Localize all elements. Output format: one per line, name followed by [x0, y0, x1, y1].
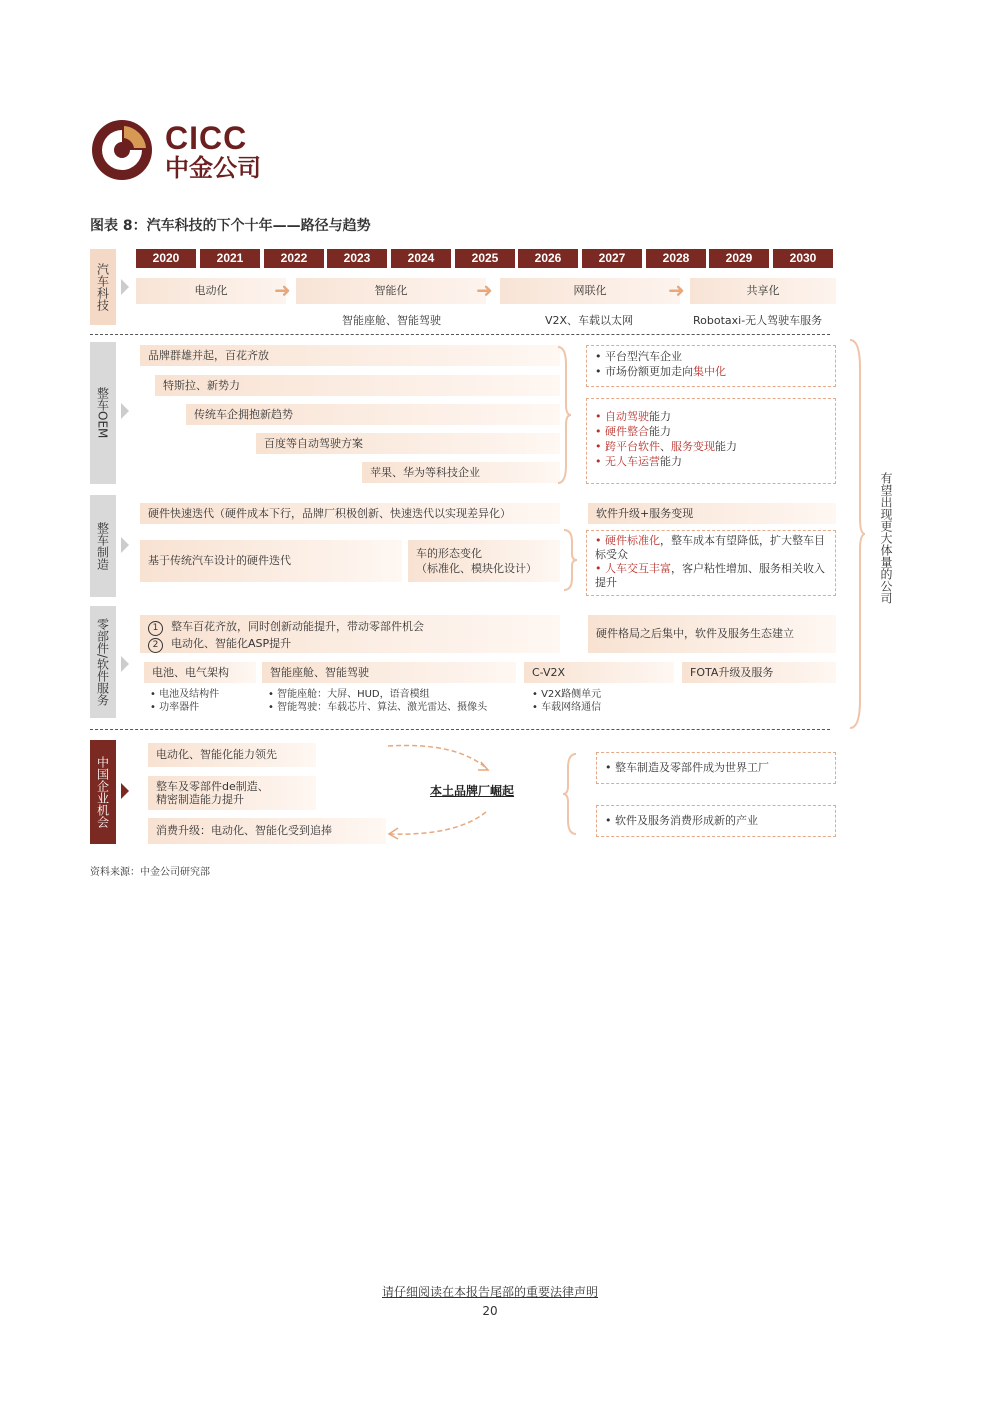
oem-bar: 传统车企拥抱新趋势: [186, 404, 560, 425]
oem-box-line: • 平台型汽车企业: [595, 350, 682, 363]
parts-items-v2x: • V2X路侧单元 • 车载网络通信: [532, 689, 602, 713]
row-label-oem: 整车OEM: [90, 342, 116, 484]
phase-sub-connectivity: V2X、车载以太网: [545, 314, 634, 327]
oem-box-capabilities: [586, 398, 836, 484]
year-2030: 2030: [773, 249, 833, 268]
right-arrow-icon: ➜: [476, 278, 493, 302]
parts-cat: 智能座舱、智能驾驶: [262, 662, 516, 683]
row-arrow-icon: [121, 783, 129, 799]
right-arrow-icon: ➜: [668, 278, 685, 302]
brace-icon: [562, 752, 578, 836]
mfg-bar-software: 软件升级+服务变现: [588, 503, 836, 524]
figure-title: 图表 8：汽车科技的下个十年——路径与趋势: [90, 218, 371, 234]
china-box-factory: • 整车制造及零部件成为世界工厂: [596, 752, 836, 784]
mfg-box-line: • 硬件标准化，整车成本有望降低，扩大整车目标受众: [595, 534, 825, 561]
phase-sharing: 共享化: [690, 278, 836, 304]
divider: [90, 334, 830, 335]
brace-icon: [562, 528, 578, 592]
mfg-form-line: 车的形态变化: [416, 547, 482, 560]
logo-chinese-text: 中金公司: [165, 154, 261, 182]
year-2022: 2022: [264, 249, 324, 268]
mfg-bar-hardware: 硬件快速迭代（硬件成本下行，品牌厂积极创新、快速迭代以实现差异化）: [140, 503, 560, 524]
phase-sub-sharing: Robotaxi-无人驾驶车服务: [693, 314, 823, 327]
oem-box-platform: [586, 345, 836, 387]
parts-driver-line: 2 电动化、智能化ASP提升: [148, 636, 560, 653]
china-bar: 电动化、智能化能力领先: [148, 743, 316, 767]
parts-bar-drivers: [140, 615, 560, 653]
right-arrow-icon: ➜: [274, 278, 291, 302]
divider: [90, 729, 830, 730]
cicc-logo-icon: [90, 118, 154, 182]
china-bar-line: 整车及零部件de制造、: [156, 780, 269, 793]
oem-cap-line: • 自动驾驶能力: [595, 410, 671, 423]
oem-cap-line: • 跨平台软件、服务变现能力: [595, 440, 737, 453]
year-2021: 2021: [200, 249, 260, 268]
parts-cat: FOTA升级及服务: [682, 662, 836, 683]
phase-electrification: 电动化: [136, 278, 286, 304]
oem-bar: 百度等自动驾驶方案: [256, 433, 560, 454]
parts-cat: C-V2X: [524, 662, 674, 683]
brace-icon: [556, 345, 572, 485]
row-label-tech: 汽车科技: [90, 249, 116, 325]
year-2029: 2029: [709, 249, 769, 268]
row-arrow-icon: [121, 656, 129, 672]
row-arrow-icon: [121, 279, 129, 295]
local-brand-rise: 本土品牌厂崛起: [430, 784, 515, 798]
oem-box-emph: 集中化: [692, 365, 726, 378]
phase-connectivity: 网联化: [500, 278, 680, 304]
oem-cap-line: • 无人车运营能力: [595, 455, 682, 468]
row-label-parts: 零部件/软件服务: [90, 606, 116, 718]
china-bar-line: 精密制造能力提升: [156, 793, 244, 806]
brace-icon: [848, 338, 866, 730]
parts-bar-ecosystem: 硬件格局之后集中，软件及服务生态建立: [588, 615, 836, 653]
oem-box-line: • 市场份额更加走向集中化: [595, 365, 726, 378]
number-badge-1: 1: [148, 621, 163, 636]
parts-items-smart: • 智能座舱：大屏、HUD，语音模组 • 智能驾驶：车载芯片、算法、激光雷达、摄像头: [268, 689, 488, 713]
year-2027: 2027: [582, 249, 642, 268]
year-2025: 2025: [455, 249, 515, 268]
oem-bar: 特斯拉、新势力: [155, 375, 560, 396]
row-label-mfg: 整车制造: [90, 495, 116, 597]
parts-driver-line: 1 整车百花齐放，同时创新动能提升，带动零部件机会: [148, 619, 560, 636]
phase-sub-intelligence: 智能座舱、智能驾驶: [342, 314, 441, 327]
year-2026: 2026: [518, 249, 578, 268]
year-2028: 2028: [646, 249, 706, 268]
source-note: 资料来源：中金公司研究部: [90, 867, 210, 878]
legal-notice-link[interactable]: 请仔细阅读在本报告尾部的重要法律声明: [381, 1285, 598, 1299]
parts-items-battery: • 电池及结构件 • 功率器件: [150, 689, 220, 713]
mfg-bar-traditional: 基于传统汽车设计的硬件迭代: [140, 540, 402, 582]
oem-cap-line: • 硬件整合能力: [595, 425, 671, 438]
mfg-box-line: • 人车交互丰富，客户粘性增加、服务相关收入提升: [595, 562, 825, 589]
logo-cicc-text: CICC: [165, 120, 248, 156]
mfg-box: [586, 530, 836, 596]
china-bar: [148, 776, 316, 810]
year-2020: 2020: [136, 249, 196, 268]
row-label-china: 中国企业机会: [90, 740, 116, 844]
number-badge-2: 2: [148, 638, 163, 653]
china-box-software: • 软件及服务消费形成新的产业: [596, 805, 836, 837]
china-bar: 消费升级：电动化、智能化受到追捧: [148, 818, 386, 844]
right-vertical-note: 有望出现更大体量的公司: [879, 472, 893, 604]
page-number: 20: [482, 1304, 498, 1318]
mfg-bar-form: [408, 540, 560, 582]
row-arrow-icon: [121, 537, 129, 553]
year-2023: 2023: [327, 249, 387, 268]
mfg-form-line: （标准化、模块化设计）: [416, 562, 537, 575]
parts-cat: 电池、电气架构: [144, 662, 256, 683]
phase-intelligence: 智能化: [296, 278, 486, 304]
oem-bar: 品牌群雄并起，百花齐放: [140, 345, 560, 366]
year-2024: 2024: [391, 249, 451, 268]
row-arrow-icon: [121, 403, 129, 419]
oem-bar: 苹果、华为等科技企业: [362, 462, 560, 483]
